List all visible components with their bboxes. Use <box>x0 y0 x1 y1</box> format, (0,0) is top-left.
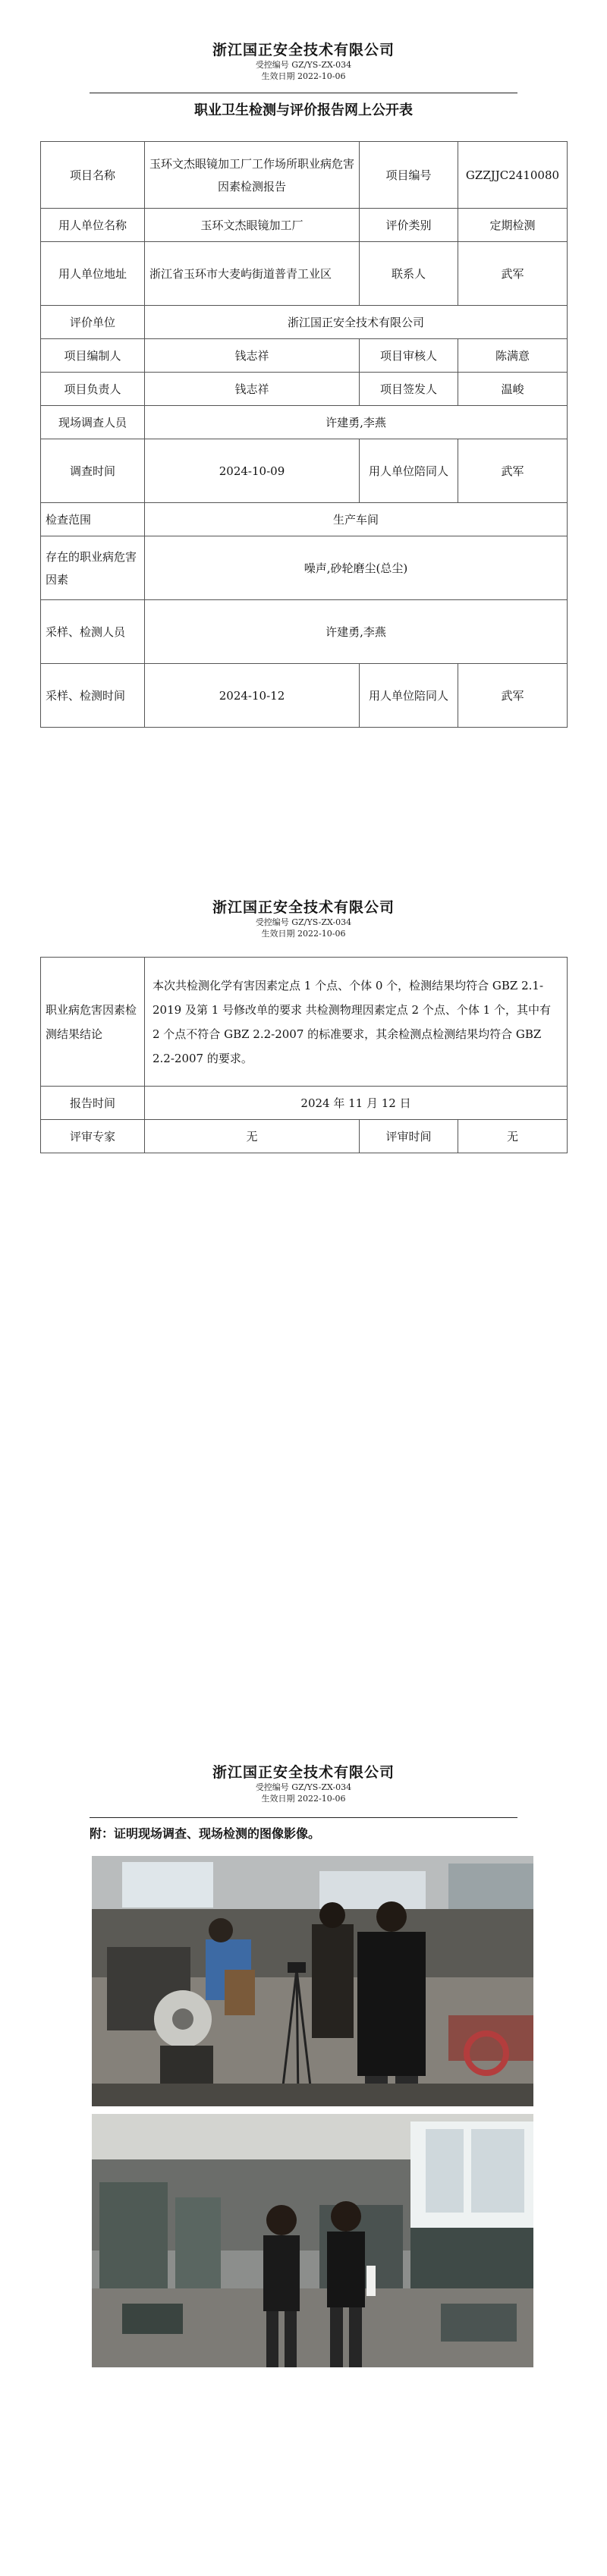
site-photo-1 <box>92 1856 533 2106</box>
cell-value: 许建勇,李燕 <box>145 600 568 664</box>
conclusion-table <box>40 957 568 1153</box>
effective-date: 生效日期 2022-10-06 <box>261 71 346 81</box>
cell-label: 项目审核人 <box>360 339 458 373</box>
cell-label: 用人单位名称 <box>41 209 145 242</box>
cell-label: 用人单位陪同人 <box>360 439 458 503</box>
cell-label: 评审专家 <box>41 1120 145 1153</box>
cell-label: 用人单位陪同人 <box>360 664 458 728</box>
cell-label: 采样、检测人员 <box>41 600 145 664</box>
table-row <box>41 339 568 373</box>
table-row <box>41 142 568 209</box>
company-name: 浙江国正安全技术有限公司 <box>212 42 395 58</box>
table-row <box>41 664 568 728</box>
page-title: 职业卫生检测与评价报告网上公开表 <box>194 102 413 118</box>
cell-value: 钱志祥 <box>145 339 360 373</box>
cell-label: 用人单位地址 <box>41 242 145 306</box>
cell-value: 武军 <box>458 664 568 728</box>
cell-label: 评审时间 <box>360 1120 458 1153</box>
doc-code: 受控编号 GZ/YS-ZX-034 <box>255 1782 352 1792</box>
conclusion-text: 本次共检测化学有害因素定点 1 个点、个体 0 个，检测结果均符合 GBZ 2.1-2019 及第 1 号修改单的要求 共检测物理因素定点 2 个点、个体 1 个，其中有 2 个点不符合 GBZ 2.2-2007 的标准要求，其余检测点检测结果均符合 GBZ 2.2-2007 的要求。 <box>145 958 568 1087</box>
table-row <box>41 958 568 1087</box>
cell-label: 项目名称 <box>41 142 145 209</box>
cell-label: 存在的职业病危害因素 <box>41 536 145 600</box>
page-1 <box>0 0 607 744</box>
page-header <box>0 898 607 939</box>
page-3 <box>0 1718 607 2576</box>
info-table <box>40 141 568 728</box>
doc-code: 受控编号 GZ/YS-ZX-034 <box>255 60 352 70</box>
cell-label: 评价单位 <box>41 306 145 339</box>
cell-label: 项目编号 <box>360 142 458 209</box>
cell-value: 无 <box>458 1120 568 1153</box>
cell-label: 现场调查人员 <box>41 406 145 439</box>
cell-value: 浙江国正安全技术有限公司 <box>145 306 568 339</box>
workshop-photo-image <box>92 1856 533 2106</box>
table-row <box>41 439 568 503</box>
cell-value: 2024-10-09 <box>145 439 360 503</box>
cell-value: GZZJJC2410080 <box>458 142 568 209</box>
table-row <box>41 242 568 306</box>
cell-value: 玉环文杰眼镜加工厂工作场所职业病危害因素检测报告 <box>145 142 360 209</box>
workshop-staff-photo-image <box>92 2114 533 2367</box>
effective-date: 生效日期 2022-10-06 <box>261 1794 346 1804</box>
table-row <box>41 536 568 600</box>
site-photo-2 <box>92 2114 533 2367</box>
attachment-caption: 附：证明现场调查、现场检测的图像影像。 <box>90 1826 321 1841</box>
cell-value: 定期检测 <box>458 209 568 242</box>
cell-value: 2024-10-12 <box>145 664 360 728</box>
cell-value: 浙江省玉环市大麦屿街道普青工业区 <box>145 242 360 306</box>
cell-label: 报告时间 <box>41 1087 145 1120</box>
page-header <box>0 1763 607 1804</box>
cell-value: 武军 <box>458 242 568 306</box>
table-row <box>41 600 568 664</box>
cell-label: 联系人 <box>360 242 458 306</box>
cell-value: 钱志祥 <box>145 373 360 406</box>
cell-value: 噪声,砂轮磨尘(总尘) <box>145 536 568 600</box>
cell-label: 采样、检测时间 <box>41 664 145 728</box>
cell-label: 项目负责人 <box>41 373 145 406</box>
cell-label: 项目签发人 <box>360 373 458 406</box>
table-row <box>41 373 568 406</box>
cell-value: 武军 <box>458 439 568 503</box>
page-header <box>0 41 607 82</box>
table-row <box>41 306 568 339</box>
cell-value: 玉环文杰眼镜加工厂 <box>145 209 360 242</box>
page-2 <box>0 857 607 1616</box>
cell-label: 项目编制人 <box>41 339 145 373</box>
cell-value: 生产车间 <box>145 503 568 536</box>
cell-label: 评价类别 <box>360 209 458 242</box>
cell-value: 2024 年 11 月 12 日 <box>145 1087 568 1120</box>
cell-label: 调查时间 <box>41 439 145 503</box>
cell-value: 许建勇,李燕 <box>145 406 568 439</box>
company-name: 浙江国正安全技术有限公司 <box>212 1764 395 1781</box>
table-row <box>41 209 568 242</box>
cell-label: 职业病危害因素检测结果结论 <box>41 958 145 1087</box>
cell-label: 检查范围 <box>41 503 145 536</box>
company-name: 浙江国正安全技术有限公司 <box>212 899 395 916</box>
table-row <box>41 406 568 439</box>
table-row <box>41 1087 568 1120</box>
table-row <box>41 1120 568 1153</box>
doc-code: 受控编号 GZ/YS-ZX-034 <box>255 917 352 927</box>
table-row <box>41 503 568 536</box>
effective-date: 生效日期 2022-10-06 <box>261 929 346 939</box>
cell-value: 陈满意 <box>458 339 568 373</box>
cell-value: 无 <box>145 1120 360 1153</box>
header-rule <box>90 1817 517 1818</box>
cell-value: 温峻 <box>458 373 568 406</box>
